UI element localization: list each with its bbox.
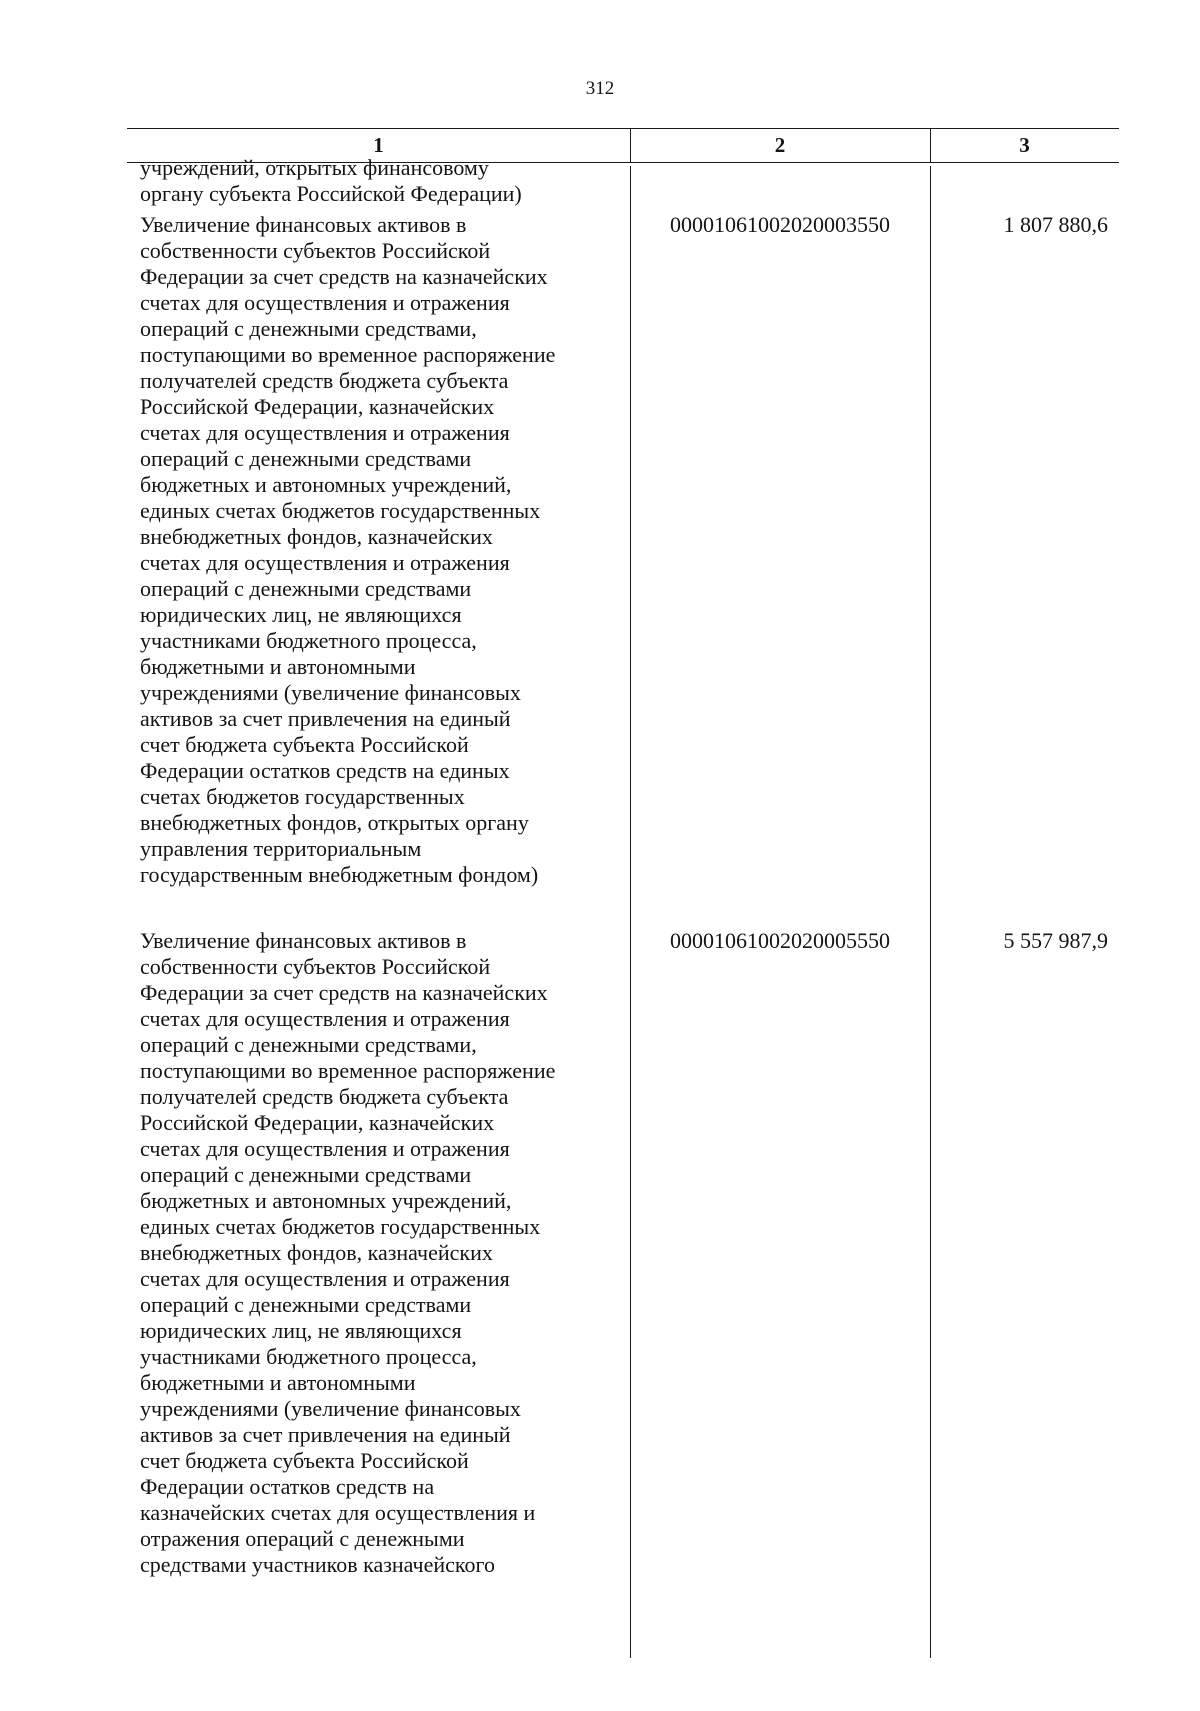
- row-1-code: 00001061002020003550: [670, 212, 890, 237]
- row-2-description: Увеличение финансовых активов в собственности субъектов Российской Федерации за счет средств на казначейских счетах для осуществления и отражения операций с денежными средствами, поступающими во временное распоряжение получателей средств бюджета субъекта Российской Федерации, казначейских счетах для осуществления и отражения операций с денежными средствами бюджетных и автономных учреждений, единых счетах бюджетов государственных внебюджетных фондов, казначейских счетах для осуществления и отражения операций с денежными средствами юридических лиц, не являющихся участниками бюджетного процесса, бюджетными и автономными учреждениями (увеличение финансовых активов за счет привлечения на единый счет бюджета субъекта Российской Федерации остатков средств на казначейских счетах для осуществления и отражения операций с денежными средствами участников казначейского: [140, 928, 556, 1577]
- column-header-2: 2: [774, 133, 786, 157]
- budget-table: [127, 128, 1119, 1658]
- column-header-3: 3: [1019, 133, 1030, 157]
- row-1-amount: 1 807 880,6: [1003, 212, 1108, 237]
- row-1-description: Увеличение финансовых активов в собственности субъектов Российской Федерации за счет средств на казначейских счетах для осуществления и отражения операций с денежными средствами, поступающими во временное распоряжение получателей средств бюджета субъекта Российской Федерации, казначейских счетах для осуществления и отражения операций с денежными средствами бюджетных и автономных учреждений, единых счетах бюджетов государственных внебюджетных фондов, казначейских счетах для осуществления и отражения операций с денежными средствами юридических лиц, не являющихся участниками бюджетного процесса, бюджетными и автономными учреждениями (увеличение финансовых активов за счет привлечения на единый счет бюджета субъекта Российской Федерации остатков средств на единых счетах бюджетов государственных внебюджетных фондов, открытых органу управления территориальным государственным внебюджетным фондом): [140, 212, 556, 887]
- column-divider-2: [930, 166, 931, 1658]
- column-header-1: 1: [373, 133, 384, 157]
- page-number: 312: [585, 78, 615, 99]
- column-divider-1: [630, 166, 631, 1658]
- table-top-rule: [127, 128, 1119, 129]
- row-2-amount: 5 557 987,9: [1003, 928, 1108, 953]
- row-continuation-text: учреждений, открытых финансовому органу субъекта Российской Федерации): [140, 155, 522, 206]
- row-2-code: 00001061002020005550: [670, 928, 890, 953]
